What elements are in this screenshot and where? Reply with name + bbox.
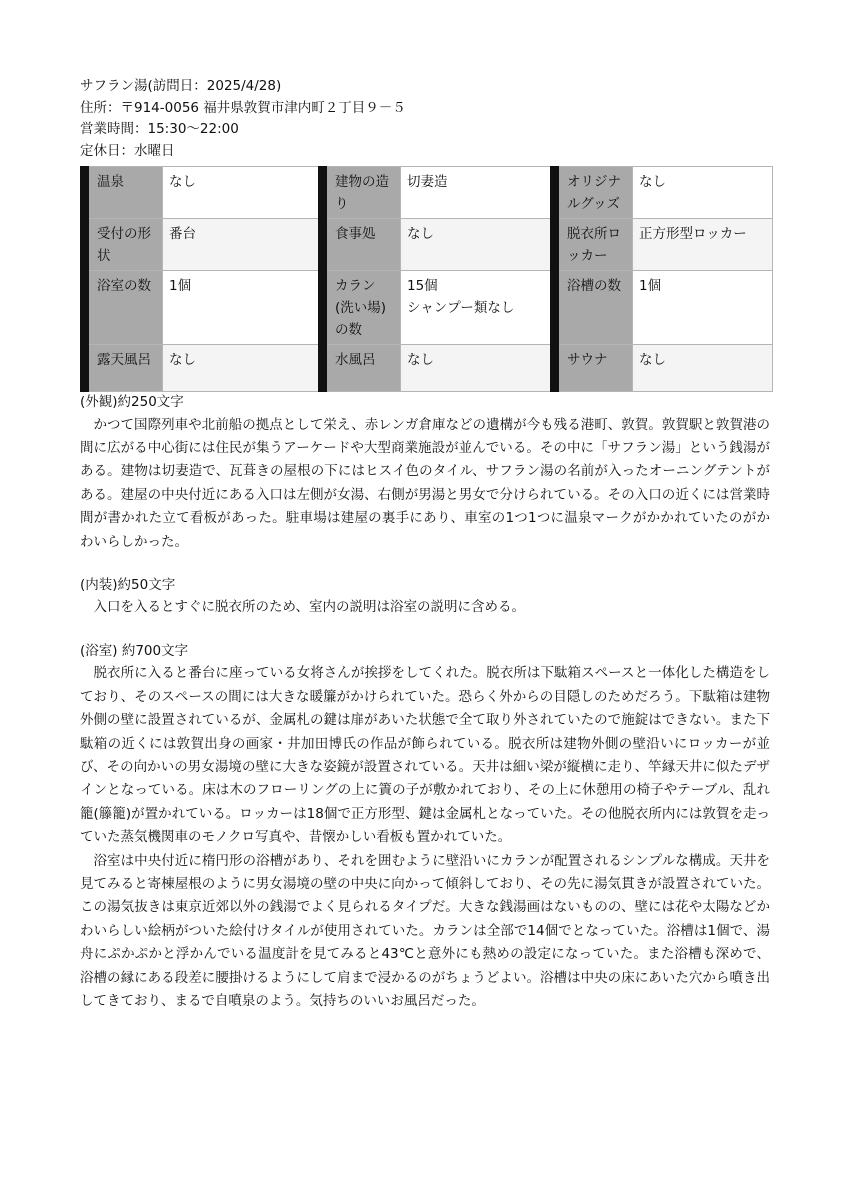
info-value: なし xyxy=(633,345,773,392)
info-row xyxy=(85,167,773,219)
info-value: 正方形型ロッカー xyxy=(633,219,773,271)
info-key: オリジナルグッズ xyxy=(555,167,633,219)
exterior-section-title: (外観)約250文字 xyxy=(80,394,184,410)
info-key: サウナ xyxy=(555,345,633,392)
info-value: 切妻造 xyxy=(401,167,555,219)
info-key: カラン(洗い場)の数 xyxy=(323,271,401,345)
bath-paragraph-1: 脱衣所に入ると番台に座っている女将さんが挨拶をしてくれた。脱衣所は下駄箱スペースと一体化した構造をしており、そのスペースの間には大きな暖簾がかけられていた。恐らく外からの目隠しのためだろう。下駄箱は建物外側の壁に設置されているが、金属札の鍵は扉があいた状態で全て取り外されていたので施錠はできない。また下駄箱の近くには敦賀出身の画家・井加田博氏の作品が飾られている。脱衣所は建物外側の壁沿いにロッカーが並び、その向かいの男女湯境の壁に大きな姿鏡が設置されている。天井は細い梁が縦横に走り、竿縁天井に似たデザインとなっている。床は木のフローリングの上に簀の子が敷かれており、その上に休憩用の椅子やテーブル、乱れ籠(籐籠)が置かれている。ロッカーは18個で正方形型、鍵は金属札となっていた。その他脱衣所内には敦賀を走っていた蒸気機関車のモノクロ写真や、昔懐かしい看板も置かれていた。 xyxy=(80,665,770,846)
info-value: なし xyxy=(633,167,773,219)
info-value: なし xyxy=(401,219,555,271)
info-value: 1個 xyxy=(633,271,773,345)
info-value: 15個 シャンプー類なし xyxy=(401,271,555,345)
info-table xyxy=(80,166,773,392)
info-key: 建物の造り xyxy=(323,167,401,219)
bath-paragraph-2: 浴室は中央付近に楕円形の浴槽があり、それを囲むように壁沿いにカランが配置されるシンプルな構成。天井を見てみると寄棟屋根のように男女湯境の壁の中央に向かって傾斜しており、その先に湯気貫きが設置されていた。この湯気抜きは東京近郊以外の銭湯でよく見られるタイプだ。大きな銭湯画はないものの、壁には花や太陽などかわいらしい絵柄がついた絵付けタイルが使用されていた。カランは全部で14個でとなっていた。浴槽は1個で、湯舟にぷかぷかと浮かんでいる温度計を見てみると43℃と意外にも熱めの設定になっていた。また浴槽も深めで、浴槽の縁にある段差に腰掛けるようにして肩まで浸かるのがちょうどよい。浴槽は中央の床にあいた穴から噴き出してきており、まるで自噴泉のよう。気持ちのいいお風呂だった。 xyxy=(80,852,770,1010)
info-row xyxy=(85,219,773,271)
interior-section-title: (内装)約50文字 xyxy=(80,576,176,593)
info-value: なし xyxy=(163,167,323,219)
document-page xyxy=(80,76,770,1013)
address-line: 住所：〒914-0056 福井県敦賀市津内町２丁目９－５ xyxy=(80,99,406,116)
info-value: なし xyxy=(401,345,555,392)
bath-section-title: (浴室) 約700文字 xyxy=(80,642,189,659)
hours-line: 営業時間：15:30〜22:00 xyxy=(80,121,239,137)
info-value: 1個 xyxy=(163,271,323,345)
info-row xyxy=(85,271,773,345)
info-key: 浴室の数 xyxy=(85,271,163,345)
info-key: 浴槽の数 xyxy=(555,271,633,345)
info-key: 温泉 xyxy=(85,167,163,219)
info-value: なし xyxy=(163,345,323,392)
info-key: 食事処 xyxy=(323,219,401,271)
info-value: 番台 xyxy=(163,219,323,271)
interior-paragraph: 入口を入るとすぐに脱衣所のため、室内の説明は浴室の説明に含める。 xyxy=(93,599,525,616)
info-key: 水風呂 xyxy=(323,345,401,392)
info-key: 受付の形状 xyxy=(85,219,163,271)
info-key: 脱衣所ロッカー xyxy=(555,219,633,271)
info-key: 露天風呂 xyxy=(85,345,163,392)
document-title: サフラン湯(訪問日：2025/4/28) xyxy=(80,78,282,94)
closed-day-line: 定休日：水曜日 xyxy=(80,142,175,159)
info-row xyxy=(85,345,773,392)
exterior-paragraph: かつて国際列車や北前船の拠点として栄え、赤レンガ倉庫などの遺構が今も残る港町、敦賀。敦賀駅と敦賀港の間に広がる中心街には住民が集うアーケードや大型商業施設が並んでいる。その中に「サフラン湯」という銭湯がある。建物は切妻造で、瓦葺きの屋根の下にはヒスイ色のタイル、サフラン湯の名前が入ったオーニングテントがある。建屋の中央付近にある入口は左側が女湯、右側が男湯と男女で分けられている。その入口の近くには営業時間が書かれた立て看板があった。駐車場は建屋の裏手にあり、車室の1つ1つに温泉マークがかかれていたのがかわいらしかった。 xyxy=(80,416,770,550)
